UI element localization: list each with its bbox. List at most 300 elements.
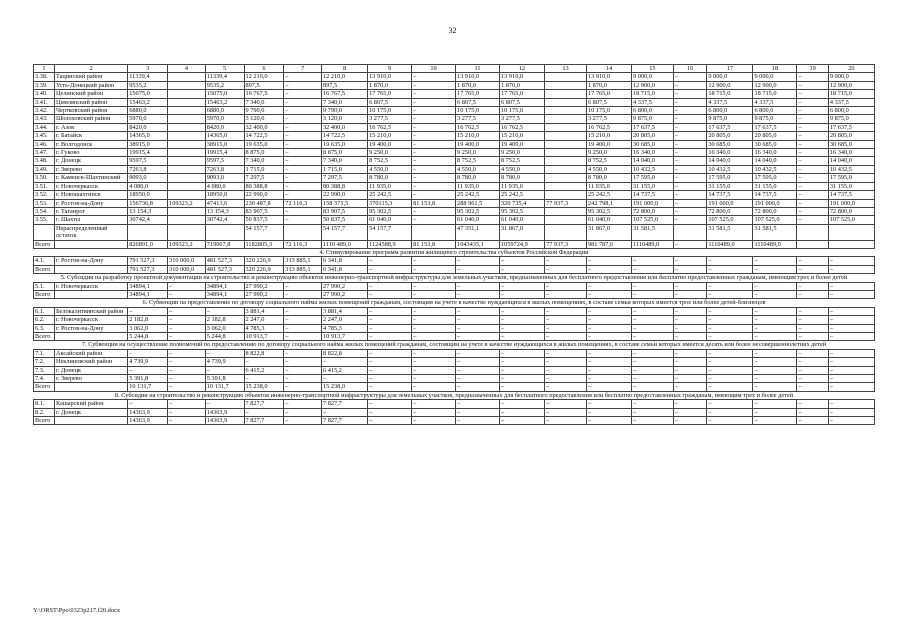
value-cell: [545, 165, 587, 173]
value-cell: –: [673, 257, 707, 265]
value-cell: –: [797, 282, 828, 290]
value-cell: 32 400,0: [244, 123, 284, 131]
value-cell: 15 238,0: [244, 383, 284, 391]
table-row: [34, 216, 875, 224]
value-cell: 6 415,2: [322, 366, 368, 374]
value-cell: 4 337,5: [753, 98, 797, 106]
column-number: 10: [412, 65, 456, 73]
value-cell: 8 875,0: [322, 149, 368, 157]
table-row: [34, 290, 875, 298]
value-cell: –: [797, 265, 828, 273]
value-cell: [168, 90, 206, 98]
value-cell: [168, 216, 206, 224]
value-cell: –: [412, 290, 456, 298]
value-cell: –: [412, 383, 456, 391]
column-number: 18: [753, 65, 797, 73]
value-cell: –: [753, 307, 797, 315]
value-cell: 1124588,9: [368, 240, 412, 248]
value-cell: –: [412, 191, 456, 199]
value-cell: –: [707, 307, 753, 315]
value-cell: 719067,8: [205, 240, 244, 248]
row-number: 3.55.: [34, 216, 55, 224]
value-cell: 17 637,5: [631, 123, 673, 131]
row-number: 3.38.: [34, 73, 55, 81]
value-cell: 10 175,0: [586, 107, 631, 115]
value-cell: –: [545, 375, 587, 383]
value-cell: [545, 224, 587, 240]
value-cell: –: [284, 157, 322, 165]
value-cell: 30 685,0: [707, 140, 753, 148]
value-cell: 4 785,3: [322, 324, 368, 332]
value-cell: –: [707, 375, 753, 383]
value-cell: –: [631, 358, 673, 366]
value-cell: 2 182,8: [128, 316, 168, 324]
value-cell: 6 800,0: [828, 107, 874, 115]
municipality-name: [54, 333, 127, 341]
column-number: 4: [168, 65, 206, 73]
value-cell: 31 155,0: [753, 182, 797, 190]
value-cell: 8 780,0: [500, 174, 545, 182]
value-cell: –: [545, 265, 587, 273]
value-cell: –: [828, 316, 874, 324]
value-cell: –: [797, 349, 828, 357]
value-cell: –: [673, 207, 707, 215]
value-cell: –: [456, 324, 500, 332]
table-row: [34, 157, 875, 165]
row-number: 5.1.: [34, 282, 55, 290]
value-cell: –: [205, 307, 244, 315]
value-cell: [128, 224, 168, 240]
value-cell: 7 340,0: [244, 98, 284, 106]
value-cell: 18 715,0: [828, 90, 874, 98]
value-cell: –: [284, 107, 322, 115]
value-cell: 16 340,0: [631, 149, 673, 157]
value-cell: 72 116,3: [284, 199, 322, 207]
value-cell: –: [284, 400, 322, 408]
value-cell: [828, 240, 874, 248]
value-cell: –: [828, 383, 874, 391]
municipality-name: [54, 383, 127, 391]
table-body: [34, 65, 875, 425]
value-cell: 8 780,0: [368, 174, 412, 182]
value-cell: –: [168, 333, 206, 341]
value-cell: –: [284, 140, 322, 148]
value-cell: –: [673, 90, 707, 98]
value-cell: –: [797, 383, 828, 391]
value-cell: 16 340,0: [828, 149, 874, 157]
value-cell: –: [128, 307, 168, 315]
value-cell: –: [284, 174, 322, 182]
value-cell: 7 340,0: [322, 98, 368, 106]
value-cell: –: [707, 290, 753, 298]
value-cell: 17 637,5: [828, 123, 874, 131]
value-cell: 18950,0: [128, 191, 168, 199]
value-cell: 31 867,0: [586, 224, 631, 240]
value-cell: 81 153,8: [412, 240, 456, 248]
value-cell: 1 870,0: [368, 81, 412, 89]
value-cell: 4 337,5: [707, 98, 753, 106]
value-cell: –: [284, 123, 322, 131]
value-cell: –: [284, 333, 322, 341]
value-cell: 10 131,7: [128, 383, 168, 391]
value-cell: –: [500, 417, 545, 425]
value-cell: [168, 157, 206, 165]
value-cell: 17 765,0: [500, 90, 545, 98]
value-cell: –: [284, 182, 322, 190]
value-cell: 12 900,0: [631, 81, 673, 89]
column-number: 5: [205, 65, 244, 73]
value-cell: 19 635,0: [244, 140, 284, 148]
value-cell: 34894,1: [205, 282, 244, 290]
column-number: 12: [500, 65, 545, 73]
value-cell: –: [673, 149, 707, 157]
value-cell: –: [586, 265, 631, 273]
table-row: [34, 140, 875, 148]
section-title: 8. Субсидии на строительство и реконструкцию объектов инженерно-транспортной инфраструктуры для земельных участков, предназначенных для бесплатного предоставления или бесплатно предоставленных гражданам, имеющим трех и более детей: [34, 391, 875, 399]
value-cell: [168, 149, 206, 157]
value-cell: 14 737,5: [707, 191, 753, 199]
municipality-name: г. Донецк: [54, 157, 127, 165]
value-cell: –: [673, 290, 707, 298]
table-row: [34, 81, 875, 89]
value-cell: [168, 81, 206, 89]
row-number: 6.2.: [34, 316, 55, 324]
value-cell: –: [586, 358, 631, 366]
value-cell: 11 935,0: [368, 182, 412, 190]
value-cell: [168, 140, 206, 148]
value-cell: –: [412, 157, 456, 165]
value-cell: –: [456, 349, 500, 357]
table-row: [34, 358, 875, 366]
value-cell: –: [828, 290, 874, 298]
value-cell: –: [456, 307, 500, 315]
value-cell: 17 765,0: [456, 90, 500, 98]
value-cell: 34894,1: [128, 282, 168, 290]
value-cell: 19 400,0: [368, 140, 412, 148]
value-cell: –: [707, 383, 753, 391]
value-cell: –: [673, 81, 707, 89]
value-cell: –: [545, 316, 587, 324]
value-cell: 14 722,5: [322, 132, 368, 140]
value-cell: –: [284, 191, 322, 199]
value-cell: –: [673, 123, 707, 131]
value-cell: –: [631, 333, 673, 341]
value-cell: –: [128, 349, 168, 357]
value-cell: –: [797, 408, 828, 416]
value-cell: 9597,5: [128, 157, 168, 165]
value-cell: 17 765,0: [586, 90, 631, 98]
value-cell: –: [128, 366, 168, 374]
value-cell: [168, 132, 206, 140]
value-cell: 10 175,0: [500, 107, 545, 115]
row-number: 7.1.: [34, 349, 55, 357]
value-cell: –: [368, 349, 412, 357]
value-cell: 14 040,0: [631, 157, 673, 165]
value-cell: 10 131,7: [205, 383, 244, 391]
value-cell: 320 735,4: [500, 199, 545, 207]
value-cell: 19 635,0: [322, 140, 368, 148]
value-cell: –: [707, 333, 753, 341]
value-cell: –: [673, 408, 707, 416]
value-cell: 61 040,0: [368, 216, 412, 224]
value-cell: –: [168, 417, 206, 425]
value-cell: 50 837,5: [244, 216, 284, 224]
value-cell: –: [753, 358, 797, 366]
value-cell: [168, 98, 206, 106]
table-row: [34, 224, 875, 240]
value-cell: –: [412, 358, 456, 366]
value-cell: 15075,0: [128, 90, 168, 98]
value-cell: [168, 224, 206, 240]
value-cell: 3 120,0: [322, 115, 368, 123]
municipality-name: г. Новочеркасск: [54, 182, 127, 190]
value-cell: –: [456, 290, 500, 298]
value-cell: 7263,8: [128, 165, 168, 173]
value-cell: 9093,0: [128, 174, 168, 182]
value-cell: –: [284, 90, 322, 98]
value-cell: –: [828, 307, 874, 315]
value-cell: 8 752,5: [368, 157, 412, 165]
value-cell: –: [412, 366, 456, 374]
value-cell: –: [707, 417, 753, 425]
value-cell: 5 391,8: [205, 375, 244, 383]
value-cell: –: [205, 349, 244, 357]
value-cell: 3 277,5: [500, 115, 545, 123]
value-cell: 11 935,0: [500, 182, 545, 190]
value-cell: –: [707, 257, 753, 265]
value-cell: –: [586, 257, 631, 265]
value-cell: 14 722,5: [244, 132, 284, 140]
value-cell: –: [500, 400, 545, 408]
value-cell: –: [368, 257, 412, 265]
value-cell: 20 805,0: [631, 132, 673, 140]
value-cell: –: [586, 324, 631, 332]
table-row: [34, 324, 875, 332]
value-cell: 14363,9: [128, 417, 168, 425]
value-cell: 10 175,0: [368, 107, 412, 115]
value-cell: 313 885,1: [284, 257, 322, 265]
value-cell: 9 250,0: [586, 149, 631, 157]
value-cell: 15075,0: [205, 90, 244, 98]
value-cell: –: [673, 98, 707, 106]
value-cell: 54 157,7: [368, 224, 412, 240]
value-cell: 5 391,8: [128, 375, 168, 383]
value-cell: 370115,3: [368, 199, 412, 207]
value-cell: –: [707, 282, 753, 290]
value-cell: 9 875,0: [631, 115, 673, 123]
row-number: Всего: [34, 240, 55, 248]
value-cell: –: [545, 366, 587, 374]
section-title: 6. Субвенции на предоставление по договору социального найма жилых помещений гражданам, состоящим на учете в качестве нуждающихся в жилых помещениях, в составе семьи которых имеется трое или более детей-близнецов: [34, 299, 875, 307]
value-cell: 7 340,0: [244, 157, 284, 165]
value-cell: –: [797, 98, 828, 106]
table-row: [34, 90, 875, 98]
value-cell: –: [707, 408, 753, 416]
value-cell: –: [753, 257, 797, 265]
municipality-name: [54, 240, 127, 248]
value-cell: –: [545, 333, 587, 341]
value-cell: 10 432,5: [707, 165, 753, 173]
column-number: 13: [545, 65, 587, 73]
value-cell: –: [797, 107, 828, 115]
value-cell: [545, 73, 587, 81]
value-cell: –: [673, 240, 707, 248]
column-number: 3: [128, 65, 168, 73]
value-cell: –: [284, 383, 322, 391]
value-cell: 31 867,0: [500, 224, 545, 240]
table-row: [34, 383, 875, 391]
value-cell: –: [753, 282, 797, 290]
row-number: 6.1.: [34, 307, 55, 315]
value-cell: 242 798,1: [586, 199, 631, 207]
value-cell: –: [828, 366, 874, 374]
value-cell: [545, 216, 587, 224]
value-cell: [797, 240, 828, 248]
value-cell: 7263,8: [205, 165, 244, 173]
value-cell: 3 062,0: [128, 324, 168, 332]
value-cell: 3 881,4: [322, 307, 368, 315]
column-number: 17: [707, 65, 753, 73]
value-cell: [168, 165, 206, 173]
row-number: Всего: [34, 383, 55, 391]
value-cell: –: [412, 316, 456, 324]
value-cell: 6 415,2: [244, 366, 284, 374]
value-cell: –: [205, 366, 244, 374]
value-cell: 14365,0: [128, 132, 168, 140]
value-cell: –: [412, 333, 456, 341]
value-cell: 27 990,2: [322, 282, 368, 290]
value-cell: –: [586, 366, 631, 374]
column-number: 19: [797, 65, 828, 73]
value-cell: –: [797, 165, 828, 173]
value-cell: –: [797, 199, 828, 207]
value-cell: –: [456, 265, 500, 273]
value-cell: 4 785,3: [244, 324, 284, 332]
value-cell: 14 737,5: [753, 191, 797, 199]
value-cell: 2 247,0: [244, 316, 284, 324]
municipality-name: Нераспределенный остаток: [54, 224, 127, 240]
value-cell: –: [586, 307, 631, 315]
value-cell: [545, 207, 587, 215]
value-cell: –: [797, 115, 828, 123]
municipality-name: Белокалитвинский район: [54, 307, 127, 315]
value-cell: –: [673, 282, 707, 290]
value-cell: 15 210,0: [368, 132, 412, 140]
municipality-name: [54, 290, 127, 298]
value-cell: –: [284, 408, 322, 416]
value-cell: 15463,2: [128, 98, 168, 106]
value-cell: [168, 191, 206, 199]
value-cell: –: [797, 358, 828, 366]
table-row: [34, 265, 875, 273]
value-cell: 8 780,0: [456, 174, 500, 182]
value-cell: 22 990,0: [322, 191, 368, 199]
value-cell: 27 990,2: [322, 290, 368, 298]
value-cell: 107 525,0: [707, 216, 753, 224]
value-cell: 897,5: [244, 81, 284, 89]
value-cell: –: [500, 324, 545, 332]
table-row: [34, 257, 875, 265]
value-cell: [545, 157, 587, 165]
value-cell: –: [284, 165, 322, 173]
value-cell: 4 550,0: [586, 165, 631, 173]
value-cell: –: [545, 307, 587, 315]
value-cell: –: [673, 383, 707, 391]
value-cell: –: [673, 400, 707, 408]
table-row: [34, 123, 875, 131]
value-cell: 8 752,5: [500, 157, 545, 165]
value-cell: 3 120,0: [244, 115, 284, 123]
value-cell: –: [412, 216, 456, 224]
value-cell: –: [797, 81, 828, 89]
value-cell: –: [753, 366, 797, 374]
value-cell: 1110489,0: [631, 240, 673, 248]
value-cell: –: [753, 316, 797, 324]
value-cell: –: [412, 123, 456, 131]
value-cell: –: [456, 408, 500, 416]
value-cell: 9 250,0: [500, 149, 545, 157]
value-cell: 11 935,0: [586, 182, 631, 190]
value-cell: 19915,4: [128, 149, 168, 157]
value-cell: 17 595,0: [707, 174, 753, 182]
row-number: 3.48.: [34, 157, 55, 165]
municipality-name: г. Таганрог: [54, 207, 127, 215]
municipality-name: г. Каменск-Шахтинский: [54, 174, 127, 182]
value-cell: –: [707, 316, 753, 324]
value-cell: –: [631, 417, 673, 425]
table-row: [34, 333, 875, 341]
table-row: [34, 174, 875, 182]
value-cell: [797, 224, 828, 240]
row-number: 7.3.: [34, 366, 55, 374]
value-cell: –: [284, 358, 322, 366]
value-cell: –: [456, 257, 500, 265]
municipality-name: г. Ростов-на-Дону: [54, 199, 127, 207]
value-cell: –: [322, 408, 368, 416]
value-cell: 191 000,0: [753, 199, 797, 207]
value-cell: –: [500, 366, 545, 374]
section-title: 4. Стимулирование программ развития жилищного строительства субъектов Российской Федерации: [34, 248, 875, 256]
value-cell: [168, 182, 206, 190]
value-cell: –: [828, 349, 874, 357]
value-cell: 20 805,0: [828, 132, 874, 140]
table-row: [34, 98, 875, 106]
value-cell: 8 822,8: [244, 349, 284, 357]
value-cell: –: [500, 307, 545, 315]
value-cell: 191 000,0: [707, 199, 753, 207]
value-cell: 3 881,4: [244, 307, 284, 315]
value-cell: 12 900,0: [753, 81, 797, 89]
value-cell: –: [284, 349, 322, 357]
value-cell: [168, 174, 206, 182]
value-cell: –: [412, 282, 456, 290]
value-cell: –: [412, 408, 456, 416]
value-cell: 791 527,3: [128, 257, 168, 265]
value-cell: –: [368, 333, 412, 341]
value-cell: 14 040,0: [753, 157, 797, 165]
section-title-row: [34, 248, 875, 256]
municipality-name: г. Донецк: [54, 366, 127, 374]
value-cell: 83 907,5: [322, 207, 368, 215]
value-cell: –: [244, 358, 284, 366]
value-cell: 18950,0: [205, 191, 244, 199]
value-cell: –: [168, 366, 206, 374]
value-cell: 320 226,9: [244, 265, 284, 273]
value-cell: –: [586, 417, 631, 425]
value-cell: 31 581,5: [631, 224, 673, 240]
municipality-name: г. Азов: [54, 123, 127, 131]
value-cell: 6 800,0: [707, 107, 753, 115]
